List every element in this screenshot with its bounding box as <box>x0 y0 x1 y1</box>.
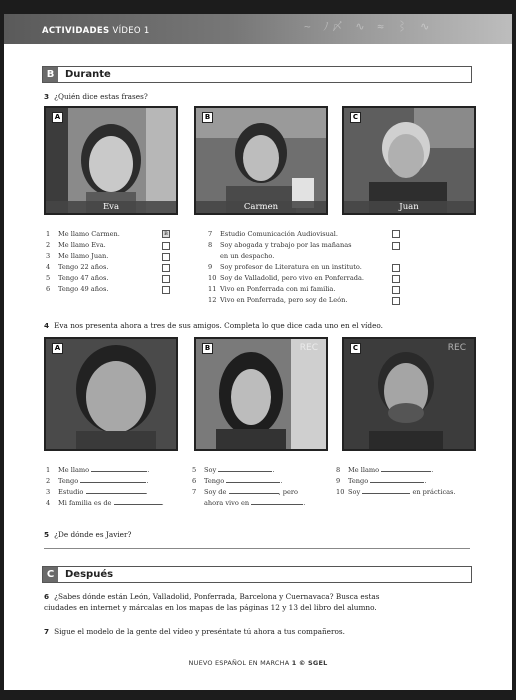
page-footer: NUEVO ESPAÑOL EN MARCHA 1 © SGEL <box>188 659 328 667</box>
ex3-answer-box-11[interactable] <box>392 286 400 294</box>
section-c-letter: C <box>43 567 58 582</box>
ex4-item-2: 2 Tengo . <box>46 477 149 485</box>
ex4-blank-7a[interactable] <box>229 487 279 494</box>
photo-caption-eva: Eva <box>46 201 176 213</box>
ex4-blank-9[interactable] <box>370 476 424 483</box>
ex3-answer-box-6[interactable] <box>162 286 170 294</box>
photo-friend-c <box>342 337 476 451</box>
exercise-5-prompt: 5 ¿De dónde es Javier? <box>44 530 132 539</box>
ex3-item-12: 12 Vivo en Ponferrada, pero soy de León. <box>208 296 348 304</box>
rec-overlay-b: REC <box>299 343 318 353</box>
ex3-item-9: 9 Soy profesor de Literatura en un instituto. <box>208 263 362 271</box>
ex3-answer-box-3[interactable] <box>162 253 170 261</box>
friend-label-a: A <box>52 343 63 354</box>
exercise-7-prompt: 7 Sigue el modelo de la gente del vídeo y preséntate tú ahora a tus compañeros. <box>44 627 345 636</box>
header-label: ACTIVIDADES VÍDEO 1 <box>42 26 150 36</box>
ex3-answer-box-7[interactable] <box>392 230 400 238</box>
ex3-item-2: 2 Me llamo Eva. <box>46 241 106 249</box>
ex3-answer-box-2[interactable] <box>162 242 170 250</box>
section-c-title: Después <box>65 569 114 580</box>
ex4-item-1: 1 Me llamo . <box>46 466 150 474</box>
ex3-item-8-cont: en un despacho. <box>220 252 275 260</box>
ex4-item-7: 7 Soy de , pero <box>192 488 298 496</box>
ex3-answer-box-10[interactable] <box>392 275 400 283</box>
ex4-item-6: 6 Tengo . <box>192 477 283 485</box>
ex3-answer-box-1[interactable]: B <box>162 230 170 238</box>
banner-decoration: ~ ﾉ〆 ∿ ≈ ⌇ ∿ <box>304 20 433 33</box>
exercise-6-prompt: 6 ¿Sabes dónde están León, Valladolid, Ponferrada, Barcelona y Cuernavaca? Busca estas <box>44 592 380 601</box>
carmen-portrait-image <box>196 108 326 213</box>
ex4-blank-4[interactable] <box>114 498 162 505</box>
ex3-item-1: 1 Me llamo Carmen. <box>46 230 120 238</box>
worksheet-page <box>4 14 512 690</box>
photo-juan <box>342 106 476 215</box>
photo-friend-b <box>194 337 328 451</box>
ex5-answer-line[interactable] <box>44 548 470 549</box>
juan-portrait-image <box>344 108 474 213</box>
ex4-item-8: 8 Me llamo . <box>336 466 434 474</box>
ex4-blank-1[interactable] <box>91 465 147 472</box>
ex4-item-7-cont: ahora vivo en . <box>204 499 306 507</box>
ex3-item-4: 4 Tengo 22 años. <box>46 263 109 271</box>
photo-eva <box>44 106 178 215</box>
ex4-blank-7b[interactable] <box>251 498 303 505</box>
ex3-item-8: 8 Soy abogada y trabajo por las mañanas <box>208 241 352 249</box>
section-b-letter: B <box>43 67 58 82</box>
friend-label-c: C <box>350 343 361 354</box>
ex4-blank-2[interactable] <box>80 476 146 483</box>
friend-a-portrait-image <box>46 339 176 449</box>
eva-portrait-image <box>46 108 176 213</box>
ex4-item-5: 5 Soy . <box>192 466 275 474</box>
section-b-title: Durante <box>65 69 111 80</box>
friend-c-portrait-image <box>344 339 474 449</box>
ex3-item-6: 6 Tengo 49 años. <box>46 285 109 293</box>
ex4-item-10: 10 Soy en prácticas. <box>336 488 456 496</box>
ex3-answer-box-8[interactable] <box>392 242 400 250</box>
photo-caption-juan: Juan <box>344 201 474 213</box>
ex4-blank-6[interactable] <box>226 476 280 483</box>
rec-overlay-c: REC <box>447 343 466 353</box>
ex3-answer-box-5[interactable] <box>162 275 170 283</box>
ex4-blank-5[interactable] <box>218 465 272 472</box>
photo-carmen <box>194 106 328 215</box>
ex3-answer-box-4[interactable] <box>162 264 170 272</box>
friend-b-portrait-image <box>196 339 326 449</box>
section-c-header <box>42 566 472 583</box>
ex3-item-5: 5 Tengo 47 años. <box>46 274 109 282</box>
ex3-item-11: 11 Vivo en Ponferrada con mi familia. <box>208 285 336 293</box>
ex4-item-9: 9 Tengo . <box>336 477 427 485</box>
ex3-item-3: 3 Me llamo Juan. <box>46 252 109 260</box>
exercise-4-prompt: 4 Eva nos presenta ahora a tres de sus amigos. Completa lo que dice cada uno en el vídeo. <box>44 321 383 330</box>
photo-label-a: A <box>52 112 63 123</box>
ex4-blank-3[interactable] <box>86 487 146 494</box>
header-banner <box>4 14 512 44</box>
ex3-answer-box-12[interactable] <box>392 297 400 305</box>
exercise-6-prompt-cont: ciudades en internet y márcalas en los mapas de las páginas 12 y 13 del libro del alumno. <box>44 603 377 612</box>
ex3-item-10: 10 Soy de Valladolid, pero vivo en Ponferrada. <box>208 274 365 282</box>
ex4-item-4: 4 Mi familia es de . <box>46 499 164 507</box>
ex4-item-3: 3 Estudio . <box>46 488 148 496</box>
photo-label-c: C <box>350 112 361 123</box>
photo-caption-carmen: Carmen <box>196 201 326 213</box>
section-b-header <box>42 66 472 83</box>
ex3-item-7: 7 Estudio Comunicación Audiovisual. <box>208 230 339 238</box>
photo-label-b: B <box>202 112 213 123</box>
ex4-blank-8[interactable] <box>381 465 431 472</box>
ex4-blank-10[interactable] <box>362 487 410 494</box>
exercise-3-prompt: 3 ¿Quién dice estas frases? <box>44 92 148 101</box>
photo-friend-a <box>44 337 178 451</box>
ex3-answer-box-9[interactable] <box>392 264 400 272</box>
friend-label-b: B <box>202 343 213 354</box>
